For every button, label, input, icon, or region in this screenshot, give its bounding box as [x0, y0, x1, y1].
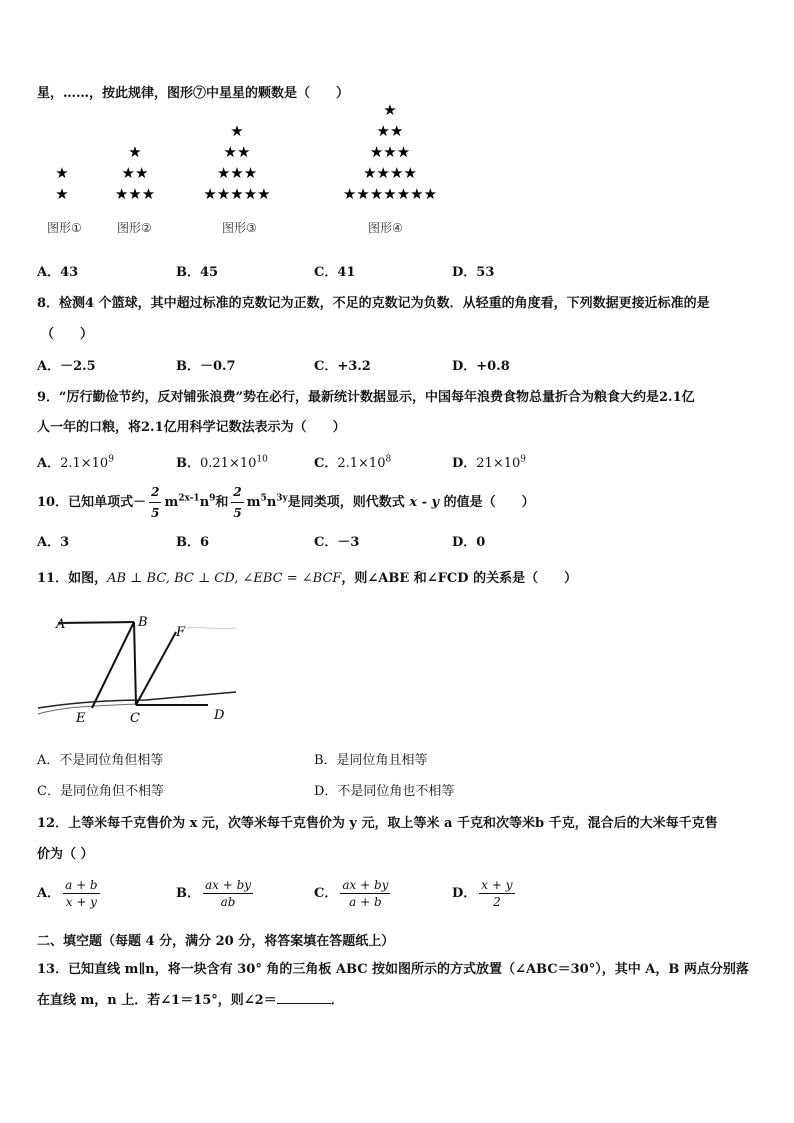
q11-option-a: A．不是同位角但相等: [37, 753, 164, 768]
star-row: [118, 164, 152, 182]
figure-caption: 图形④: [368, 221, 403, 235]
segment-bc: [134, 622, 136, 705]
q8-option-c: C．+3.2: [314, 359, 371, 374]
q11-option-c: C．是同位角但不相等: [37, 784, 164, 799]
q10-option-b: B．6: [176, 535, 210, 550]
star-icon: ★: [396, 185, 411, 203]
star-icon: ★: [423, 185, 438, 203]
label-a: A: [56, 617, 66, 632]
q10-fraction-1: $\frac{2}{5}$: [151, 485, 160, 520]
label-f: F: [176, 625, 186, 640]
star-icon: ★: [216, 185, 231, 203]
star-icon: ★: [390, 122, 404, 140]
star-icon: ★: [376, 122, 390, 140]
q7-option-d: D．53: [452, 265, 495, 280]
q7-text: 星，……，按此规律，图形⑦中星星的颗数是（ ）: [37, 86, 350, 101]
star-row: [54, 185, 71, 203]
star-icon: ★: [390, 164, 404, 182]
q12-text-line1: 12．上等米每千克售价为 x 元，次等米每千克售价为 y 元，取上等米 a 千克和次等米b 千克，混合后的大米每千克售: [37, 816, 718, 831]
label-e: E: [76, 711, 86, 726]
q12-text-line2: 价为（ ）: [37, 847, 94, 862]
figure-caption: 图形③: [222, 221, 257, 235]
star-row: [212, 164, 263, 182]
q11-figure: [36, 610, 246, 730]
star-icon: ★: [230, 122, 244, 140]
star-icon: ★: [121, 164, 135, 182]
q9-text-line1: 9．“厉行勤俭节约，反对铺张浪费”势在必行，最新统计数据显示，中国每年浪费食物总量折合为粮食大约是2.1亿: [37, 390, 695, 405]
star-icon: ★: [135, 164, 149, 182]
q12-option-c: C． $\frac{ax + by}{a + b}$: [314, 878, 389, 909]
star-icon: ★: [55, 164, 69, 182]
star-row: [382, 101, 399, 119]
figure-caption: 图形①: [47, 221, 82, 235]
star-row: [195, 185, 280, 203]
star-icon: ★: [230, 185, 244, 203]
section-heading-fill-blank: 二、填空题（每题 4 分，满分 20 分，将答案填在答题纸上）: [37, 934, 395, 949]
star-row: [127, 143, 144, 161]
q7-option-b: B．45: [176, 265, 219, 280]
q10-option-d: D．0: [452, 535, 486, 550]
label-d: D: [214, 708, 225, 723]
q13-answer-blank[interactable]: [277, 991, 331, 1004]
star-icon: ★: [243, 164, 258, 182]
star-icon: ★: [363, 164, 377, 182]
q7-option-c: C．41: [314, 265, 356, 280]
q8-option-b: B．－0.7: [176, 359, 236, 374]
q8-text-line1: 8．检测4 个篮球，其中超过标准的克数记为正数，不足的克数记为负数．从轻重的角度看，下列数据更接近标准的是: [37, 296, 710, 311]
star-icon: ★: [257, 185, 271, 203]
star-icon: ★: [383, 143, 397, 161]
q8-text-line2: （ ）: [41, 327, 94, 342]
star-icon: ★: [55, 185, 69, 203]
star-icon: ★: [403, 164, 417, 182]
star-icon: ★: [128, 185, 142, 203]
label-b: B: [138, 615, 148, 630]
q9-option-a: A．$2.1\times 10^9$: [37, 454, 114, 471]
star-icon: ★: [230, 164, 244, 182]
segment-ab: [58, 622, 134, 623]
star-icon: ★: [237, 143, 251, 161]
q13-text-line1: 13．已知直线 m∥n，将一块含有 30° 角的三角板 ABC 按如图所示的方式放置（∠ABC＝30°），其中 A，B 两点分别落: [37, 962, 749, 977]
star-row: [220, 143, 254, 161]
q8-option-d: D．+0.8: [452, 359, 510, 374]
star-row: [229, 122, 246, 140]
q9-text-line2: 人一年的口粮，将2.1亿用科学记数法表示为（ ）: [37, 420, 346, 435]
star-icon: ★: [383, 185, 397, 203]
star-icon: ★: [383, 101, 397, 119]
q9-option-d: D．$21\times 10^9$: [452, 454, 526, 471]
q11-text: 11．如图，AB ⊥ BC, BC ⊥ CD, ∠EBC = ∠BCF，则∠ABE 和∠FCD 的关系是（ ）: [37, 571, 578, 586]
q11-option-d: D．不是同位角也不相等: [314, 784, 455, 799]
star-icon: ★: [223, 143, 237, 161]
star-icon: ★: [369, 185, 384, 203]
star-icon: ★: [216, 164, 231, 182]
star-row: [331, 185, 450, 203]
segment-cf: [136, 632, 176, 705]
star-icon: ★: [203, 185, 217, 203]
q7-option-a: A．43: [37, 265, 79, 280]
label-c: C: [130, 711, 140, 726]
figure-caption: 图形②: [117, 221, 152, 235]
q10-option-c: C．－3: [314, 535, 360, 550]
star-icon: ★: [342, 185, 357, 203]
q13-text-line2: 在直线 m，n 上．若∠1＝15°，则∠2＝ ．: [37, 993, 344, 1008]
q12-option-b: B． $\frac{ax + by}{ab}$: [176, 878, 252, 909]
q10-text: 10．已知单项式－ $\frac{2}{5}$ $m^{2x-1}n^9$和 $\frac{2}{5}$ $m^5n^{3y}$是同类项，则代数式 x - y 的值是（ ）: [37, 485, 535, 520]
star-icon: ★: [114, 185, 129, 203]
star-icon: ★: [396, 143, 411, 161]
star-icon: ★: [369, 143, 384, 161]
q9-option-b: B．$0.21\times 10^{10}$: [176, 454, 268, 471]
q8-option-a: A．－2.5: [37, 359, 96, 374]
q12-option-a: A． $\frac{a + b}{x + y}$: [37, 878, 98, 909]
q9-option-c: C．$2.1\times 10^8$: [314, 454, 392, 471]
star-icon: ★: [141, 185, 156, 203]
star-row: [110, 185, 161, 203]
star-row: [356, 164, 424, 182]
star-row: [365, 143, 416, 161]
star-icon: ★: [376, 164, 390, 182]
q10-option-a: A．3: [37, 535, 70, 550]
segment-be: [92, 622, 134, 708]
star-icon: ★: [356, 185, 370, 203]
star-icon: ★: [410, 185, 424, 203]
star-row: [54, 164, 71, 182]
q10-fraction-2: $\frac{2}{5}$: [233, 485, 242, 520]
q12-option-d: D． $\frac{x + y}{2}$: [452, 878, 513, 909]
star-icon: ★: [243, 185, 258, 203]
star-row: [373, 122, 407, 140]
q11-option-b: B．是同位角且相等: [314, 753, 428, 768]
star-icon: ★: [128, 143, 142, 161]
